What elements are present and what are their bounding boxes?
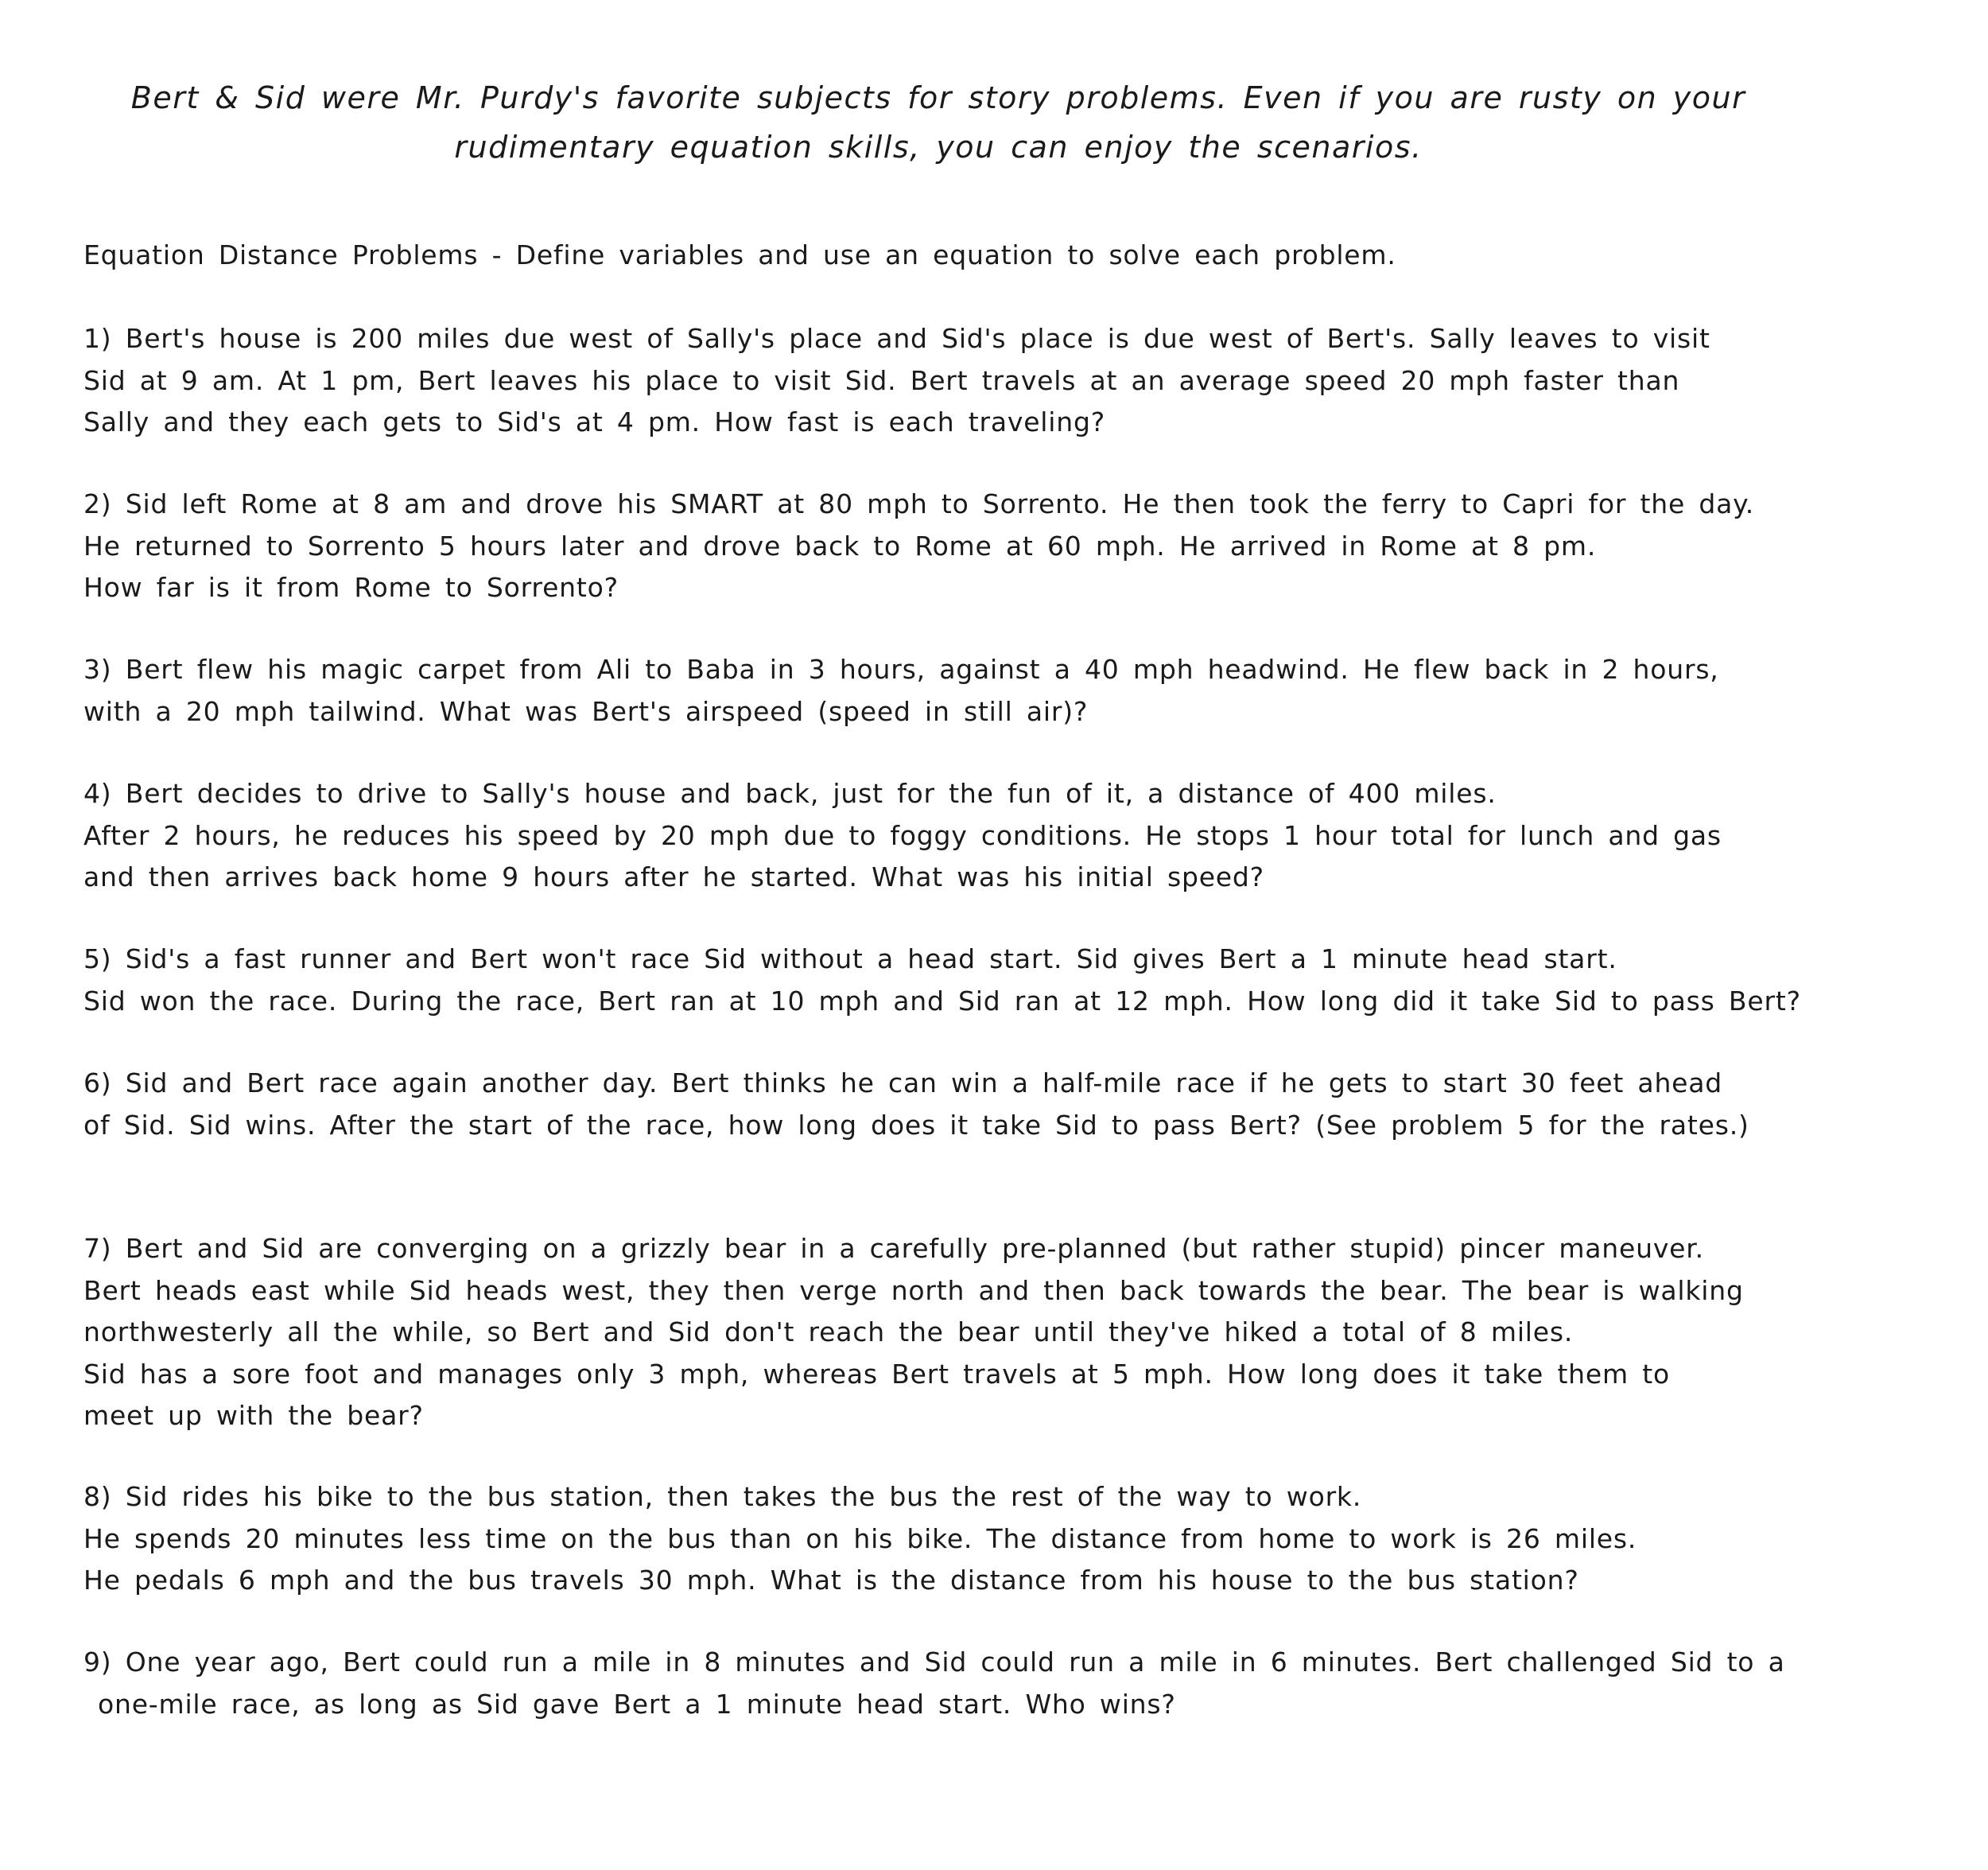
problem-1	[83, 318, 1873, 444]
problem-8	[83, 1476, 1873, 1602]
problem-line: He returned to Sorrento 5 hours later and drove back to Rome at 60 mph. He arrived in Rome at 8 pm.	[83, 530, 1597, 562]
problem-line: Sid has a sore foot and manages only 3 mph, whereas Bert travels at 5 mph. How long does it take them to	[83, 1358, 1670, 1390]
problem-9	[83, 1642, 1873, 1725]
problem-6	[83, 1063, 1873, 1146]
problem-5	[83, 939, 1873, 1022]
problem-line: He pedals 6 mph and the bus travels 30 mph. What is the distance from his house to the bus station?	[83, 1565, 1579, 1596]
problem-line: Sally and they each gets to Sid's at 4 pm. How fast is each traveling?	[83, 406, 1106, 437]
problem-line: How far is it from Rome to Sorrento?	[83, 572, 619, 603]
problem-4	[83, 773, 1873, 899]
problem-line: of Sid. Sid wins. After the start of the race, how long does it take Sid to pass Bert? (See problem 5 for the rates.)	[83, 1109, 1749, 1141]
problem-line: 4) Bert decides to drive to Sally's house and back, just for the fun of it, a distance of 400 miles.	[83, 778, 1497, 809]
problem-line: northwesterly all the while, so Bert and Sid don't reach the bear until they've hiked a total of 8 miles.	[83, 1316, 1574, 1347]
problem-line: After 2 hours, he reduces his speed by 20 mph due to foggy conditions. He stops 1 hour total for lunch and gas	[83, 819, 1722, 851]
problem-line: with a 20 mph tailwind. What was Bert's airspeed (speed in still air)?	[83, 695, 1089, 727]
problem-line: 7) Bert and Sid are converging on a grizzly bear in a carefully pre-planned (but rather stupid) pincer maneuver.	[83, 1233, 1704, 1264]
problem-line: 5) Sid's a fast runner and Bert won't race Sid without a head start. Sid gives Bert a 1 minute head start.	[83, 943, 1617, 974]
problem-line: one-mile race, as long as Sid gave Bert a 1 minute head start. Who wins?	[98, 1688, 1176, 1720]
problem-line: Bert heads east while Sid heads west, they then verge north and then back towards the bear. The bear is walking	[83, 1274, 1744, 1306]
section-heading: Equation Distance Problems - Define variables and use an equation to solve each problem.	[83, 239, 1396, 270]
problem-line: meet up with the bear?	[83, 1400, 424, 1431]
problem-7	[83, 1228, 1873, 1437]
problem-line: 2) Sid left Rome at 8 am and drove his SMART at 80 mph to Sorrento. He then took the ferry to Capri for the day.	[83, 488, 1755, 519]
intro-paragraph	[111, 73, 1765, 172]
intro-line-2: rudimentary equation skills, you can enjoy the scenarios.	[454, 130, 1423, 165]
problem-line: 1) Bert's house is 200 miles due west of Sally's place and Sid's place is due west of Bert's. Sally leaves to visit	[83, 323, 1710, 354]
problem-line: 8) Sid rides his bike to the bus station, then takes the bus the rest of the way to work.	[83, 1481, 1362, 1512]
problem-3	[83, 649, 1873, 733]
problem-line: 6) Sid and Bert race again another day. Bert thinks he can win a half-mile race if he gets to start 30 feet ahead	[83, 1067, 1723, 1098]
problem-line: 3) Bert flew his magic carpet from Ali to Baba in 3 hours, against a 40 mph headwind. He flew back in 2 hours,	[83, 654, 1719, 685]
problem-line: 9) One year ago, Bert could run a mile in 8 minutes and Sid could run a mile in 6 minutes. Bert challenged Sid to a	[83, 1646, 1785, 1678]
problem-line: and then arrives back home 9 hours after he started. What was his initial speed?	[83, 861, 1264, 892]
problem-line: Sid at 9 am. At 1 pm, Bert leaves his place to visit Sid. Bert travels at an average speed 20 mph faster than	[83, 364, 1680, 396]
problem-line: Sid won the race. During the race, Bert ran at 10 mph and Sid ran at 12 mph. How long did it take Sid to pass Bert?	[83, 985, 1801, 1017]
problem-line: He spends 20 minutes less time on the bus than on his bike. The distance from home to work is 26 miles.	[83, 1522, 1637, 1554]
problem-2	[83, 484, 1873, 609]
intro-line-1: Bert & Sid were Mr. Purdy's favorite subjects for story problems. Even if you are rusty on your	[130, 80, 1746, 115]
